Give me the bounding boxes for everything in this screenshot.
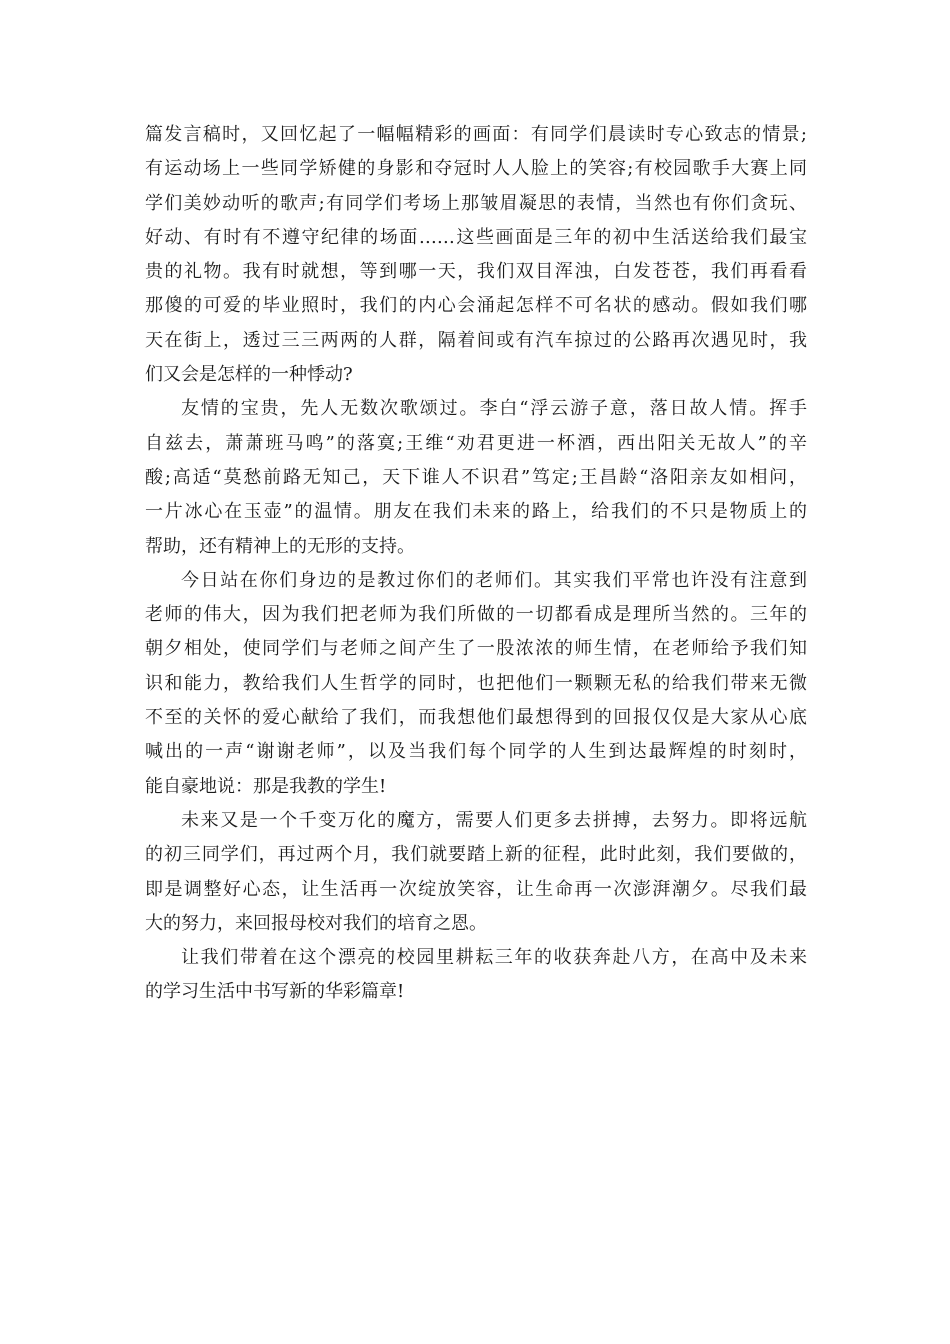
text-line: 学们美妙动听的歌声;有同学们考场上那皱眉凝思的表情，当然也有你们贪玩、 xyxy=(145,192,807,214)
text-line: 今日站在你们身边的是教过你们的老师们。其实我们平常也许没有注意到 xyxy=(181,569,807,591)
text-line: 大的努力，来回报母校对我们的培育之恩。 xyxy=(145,912,487,934)
text-line: 未来又是一个千变万化的魔方，需要人们更多去拼搏，去努力。即将远航 xyxy=(181,809,807,831)
text-line: 篇发言稿时，又回忆起了一幅幅精彩的画面：有同学们晨读时专心致志的情景; xyxy=(145,124,807,145)
text-line: 的学习生活中书写新的华彩篇章! xyxy=(145,981,405,1003)
text-line: 能自豪地说：那是我教的学生! xyxy=(145,775,387,797)
text-line: 贵的礼物。我有时就想，等到哪一天，我们双目浑浊，白发苍苍，我们再看看 xyxy=(145,261,807,283)
text-line: 好动、有时有不遵守纪律的场面……这些画面是三年的初中生活送给我们最宝 xyxy=(145,226,807,248)
text-line: 让我们带着在这个漂亮的校园里耕耘三年的收获奔赴八方，在高中及未来 xyxy=(181,947,807,969)
text-line: 识和能力，教给我们人生哲学的同时，也把他们一颗颗无私的给我们带来无微 xyxy=(145,672,807,694)
document-page xyxy=(145,118,807,1010)
text-line: 即是调整好心态，让生活再一次绽放笑容，让生命再一次澎湃潮夕。尽我们最 xyxy=(145,878,807,900)
text-line: 不至的关怀的爱心献给了我们，而我想他们最想得到的回报仅仅是大家从心底 xyxy=(145,707,807,729)
text-line: 的初三同学们，再过两个月，我们就要踏上新的征程，此时此刻，我们要做的， xyxy=(145,844,807,866)
text-line: 朝夕相处，使同学们与老师之间产生了一股浓浓的师生情，在老师给予我们知 xyxy=(145,638,807,660)
text-line: 老师的伟大，因为我们把老师为我们所做的一切都看成是理所当然的。三年的 xyxy=(145,604,807,626)
text-line: 酸;高适“莫愁前路无知己，天下谁人不识君”笃定;王昌龄“洛阳亲友如相问， xyxy=(145,466,807,488)
text-line: 喊出的一声“谢谢老师”，以及当我们每个同学的人生到达最辉煌的时刻时， xyxy=(145,741,807,763)
text-line: 那傻的可爱的毕业照时，我们的内心会涌起怎样不可名状的感动。假如我们哪 xyxy=(145,295,807,317)
text-line: 自兹去，萧萧班马鸣”的落寞;王维“劝君更进一杯酒，西出阳关无故人”的辛 xyxy=(145,432,807,454)
text-line: 一片冰心在玉壶”的温情。朋友在我们未来的路上，给我们的不只是物质上的 xyxy=(145,501,807,523)
text-line: 天在街上，透过三三两两的人群，隔着间或有汽车掠过的公路再次遇见时，我 xyxy=(145,329,807,351)
text-line: 有运动场上一些同学矫健的身影和夺冠时人人脸上的笑容;有校园歌手大赛上同 xyxy=(145,158,807,180)
text-line: 友情的宝贵，先人无数次歌颂过。李白“浮云游子意，落日故人情。挥手 xyxy=(181,398,807,420)
text-line: 帮助，还有精神上的无形的支持。 xyxy=(145,535,415,557)
text-line: 们又会是怎样的一种悸动? xyxy=(145,364,353,386)
